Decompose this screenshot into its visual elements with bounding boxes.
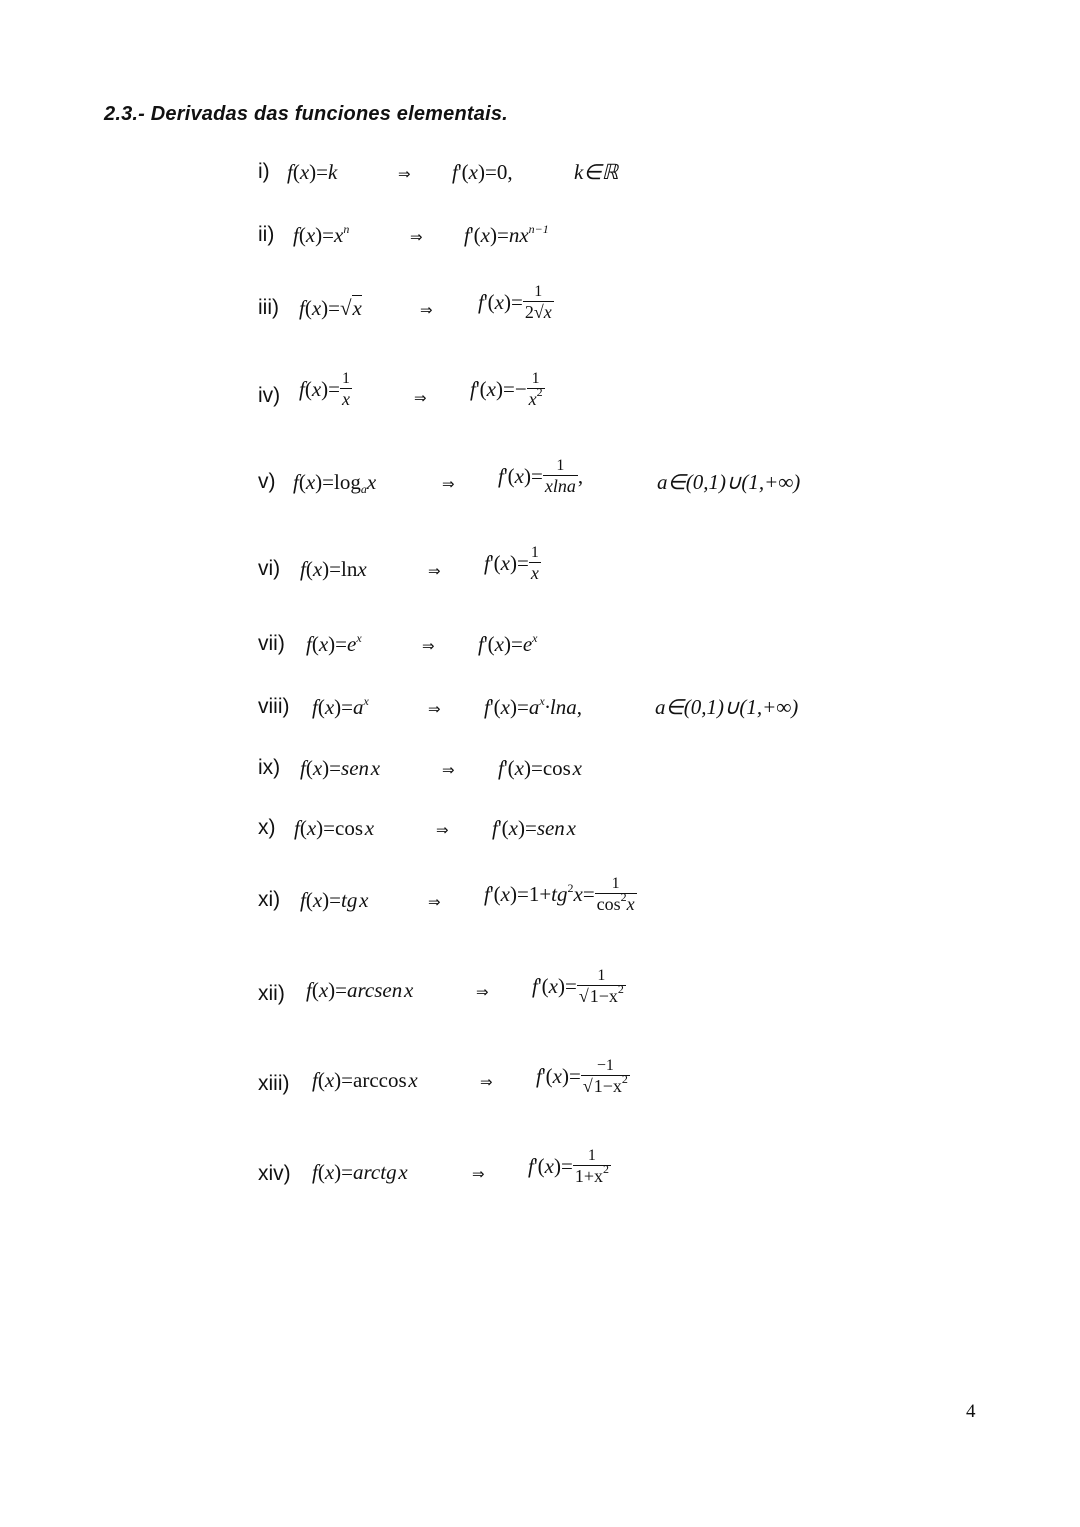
function: $f(x)=x^n$	[293, 222, 350, 247]
function: f(x)=arctg x	[312, 1160, 408, 1184]
row-label: viii)	[258, 695, 290, 718]
formula-row-iv	[0, 370, 1080, 444]
implies-arrow: ⇒	[414, 389, 427, 407]
row-label: xii)	[258, 982, 285, 1005]
implies-arrow: ⇒	[472, 1165, 485, 1183]
derivative: f'(x)= $\frac{1}{x}$	[484, 544, 539, 583]
formula-row-iii	[0, 283, 1080, 356]
function: f(x)=sen x	[300, 756, 381, 780]
row-label: xi)	[258, 888, 281, 911]
condition: a∈(0,1)∪(1,+∞)	[657, 470, 801, 494]
implies-arrow: ⇒	[436, 821, 449, 839]
function: f(x)=√x	[299, 296, 362, 320]
condition: k∈ℝ	[574, 160, 619, 184]
implies-arrow: ⇒	[398, 165, 411, 183]
function: f(x)=arccos x	[312, 1068, 418, 1092]
function: f(x)=arcsen x	[306, 978, 414, 1002]
formula-row-xi	[0, 875, 1080, 948]
function: $f(x)=a^x$	[312, 694, 369, 719]
function: f(x)=cos x	[294, 816, 375, 840]
page-number: 4	[966, 1401, 976, 1422]
formula-row-i	[0, 160, 1080, 220]
formula-row-v	[0, 457, 1080, 530]
implies-arrow: ⇒	[428, 893, 441, 911]
row-label: xiv)	[258, 1162, 291, 1185]
formula-row-xiv	[0, 1147, 1080, 1220]
implies-arrow: ⇒	[428, 562, 441, 580]
formula-row-vii	[0, 632, 1080, 692]
row-label: ii)	[258, 223, 275, 246]
function: f(x)= $\frac{1}{x}$	[299, 370, 351, 409]
row-label: ix)	[258, 756, 281, 779]
derivative: f'(x)=− $\frac{1}{x^2}$	[470, 370, 543, 409]
derivative: f'(x)= $\frac{1}{2√x}$	[478, 283, 552, 322]
formula-row-ii	[0, 223, 1080, 283]
row-label: xiii)	[258, 1072, 290, 1095]
row-label: iii)	[258, 296, 279, 319]
function: f(x)=lnx	[300, 557, 367, 581]
derivative: f'(x)= $\frac{-1}{√1-x^2}$	[536, 1057, 628, 1096]
formula-row-vi	[0, 544, 1080, 617]
row-label: i)	[258, 160, 270, 183]
implies-arrow: ⇒	[476, 983, 489, 1001]
implies-arrow: ⇒	[422, 637, 435, 655]
derivative: $f'(x)=nx^{n-1}$	[464, 222, 549, 247]
section-title: 2.3.- Derivadas das funciones elementais.	[104, 103, 508, 125]
row-label: x)	[258, 816, 276, 839]
implies-arrow: ⇒	[442, 761, 455, 779]
derivative: f'(x)= $\frac{1}{1+x^2}$	[528, 1147, 609, 1186]
implies-arrow: ⇒	[420, 301, 433, 319]
implies-arrow: ⇒	[428, 700, 441, 718]
function: f(x)=tg x	[300, 888, 369, 912]
function: $f(x)=\log_ax$	[293, 470, 377, 496]
derivative: f'(x)=sen x	[492, 816, 576, 840]
row-label: vii)	[258, 632, 285, 655]
implies-arrow: ⇒	[480, 1073, 493, 1091]
derivative: f'(x)=0,	[452, 160, 513, 184]
formula-row-ix	[0, 756, 1080, 816]
formula-row-xiii	[0, 1057, 1080, 1128]
implies-arrow: ⇒	[442, 475, 455, 493]
row-label: iv)	[258, 384, 281, 407]
derivative: $f'(x)=e^x$	[478, 631, 538, 656]
formula-row-viii	[0, 695, 1080, 755]
function: $f(x)=e^x$	[306, 631, 362, 656]
row-label: vi)	[258, 557, 281, 580]
derivative: $f'(x)=1+tg^2x=$ $\frac{1}{\cos^2x}$	[484, 875, 635, 914]
formula-row-xii	[0, 967, 1080, 1038]
condition: a∈(0,1)∪(1,+∞)	[655, 695, 799, 719]
derivative: $f'(x)=a^x\cdot\ln a$,	[484, 694, 582, 719]
derivative: f'(x)=cos x	[498, 756, 582, 780]
formula-row-x	[0, 816, 1080, 876]
derivative: f'(x)= $\frac{1}{√1-x^2}$	[532, 967, 624, 1006]
function: f(x)=k	[287, 160, 338, 184]
implies-arrow: ⇒	[410, 228, 423, 246]
derivative: f'(x)= $\frac{1}{xlna}$ ,	[498, 457, 584, 496]
row-label: v)	[258, 470, 276, 493]
